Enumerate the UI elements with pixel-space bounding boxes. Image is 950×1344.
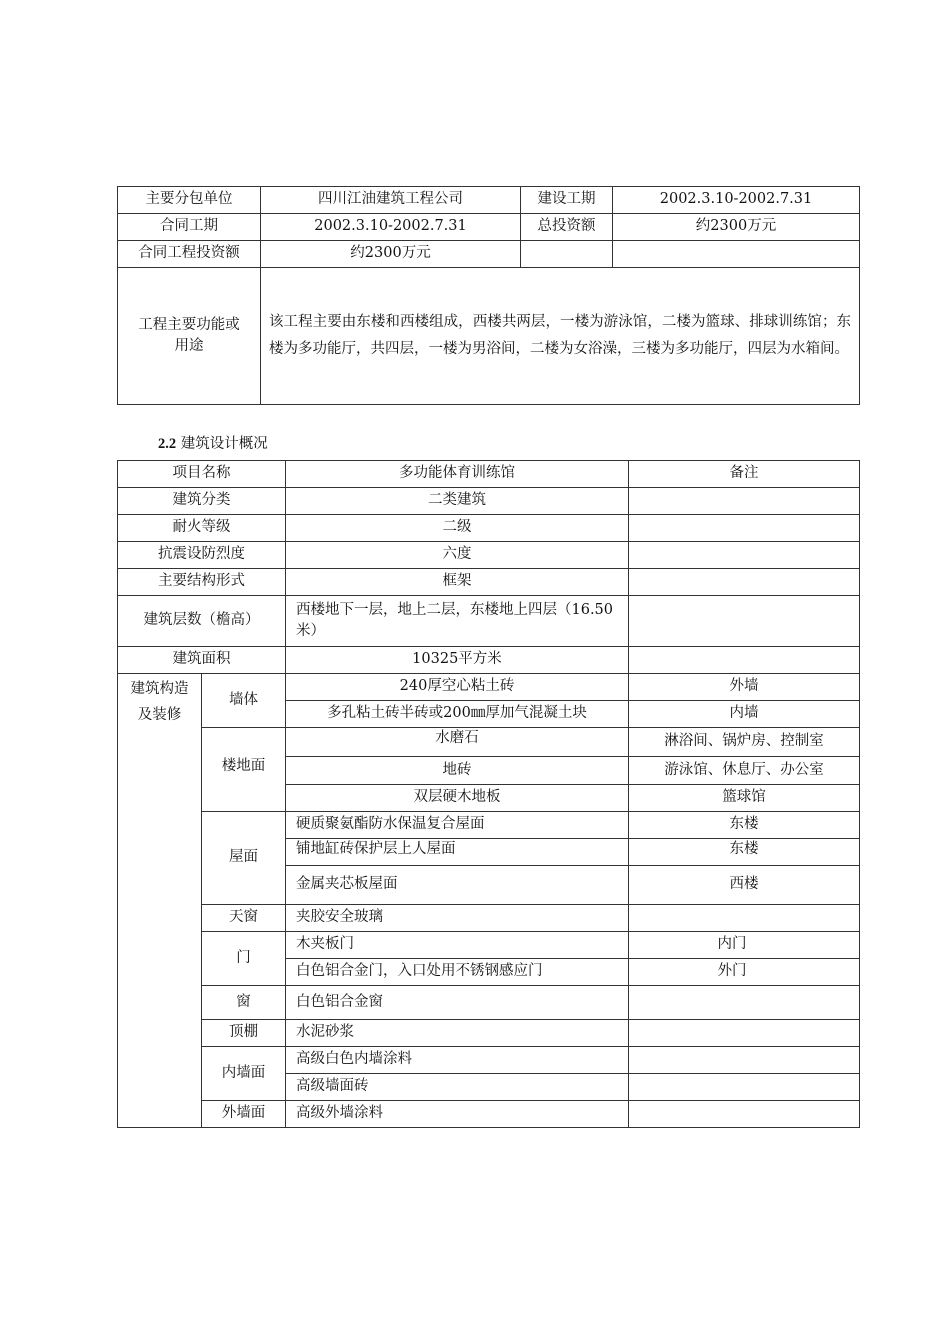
roof-value: 硬质聚氨酯防水保温复合屋面: [286, 812, 629, 839]
wall-value: 240厚空心粘土砖: [286, 674, 629, 701]
floor-note: 篮球馆: [629, 785, 860, 812]
wall-label: 墙体: [202, 674, 286, 728]
table-row: [118, 569, 860, 596]
subcontractor-label: 主要分包单位: [118, 187, 261, 214]
inner-wall-value: 高级墙面砖: [286, 1074, 629, 1101]
header-item: 项目名称: [118, 461, 286, 488]
roof-value: 铺地缸砖保护层上人屋面: [286, 839, 629, 866]
subcontractor-value: 四川江油建筑工程公司: [261, 187, 521, 214]
table-row: [118, 542, 860, 569]
table-row: [118, 905, 860, 932]
roof-note: 西楼: [629, 866, 860, 905]
door-note: 外门: [629, 959, 860, 986]
inner-wall-note: [629, 1047, 860, 1074]
table-row: [118, 728, 860, 757]
section-title: 建筑设计概况: [180, 436, 268, 452]
floor-value: 地砖: [286, 757, 629, 785]
row-note: [629, 647, 860, 674]
table-row: [118, 268, 860, 405]
floor-value: 水磨石: [286, 728, 629, 757]
roof-note: 东楼: [629, 839, 860, 866]
construction-period-label: 建设工期: [521, 187, 613, 214]
table-row: [118, 1047, 860, 1074]
row-value: 10325平方米: [286, 647, 629, 674]
row-value: 西楼地下一层，地上二层，东楼地上四层（16.50米）: [286, 596, 629, 647]
row-item: 建筑层数（檐高）: [118, 596, 286, 647]
outer-wall-value: 高级外墙涂料: [286, 1101, 629, 1128]
section-heading: [158, 432, 268, 453]
door-label: 门: [202, 932, 286, 986]
skylight-label: 天窗: [202, 905, 286, 932]
row-item: 建筑面积: [118, 647, 286, 674]
construction-label: 建筑构造及装修: [118, 674, 202, 1128]
table-row: [118, 187, 860, 214]
empty-cell: [613, 241, 860, 268]
wall-note: 内墙: [629, 701, 860, 728]
table-row: [118, 461, 860, 488]
design-table: [117, 460, 860, 1128]
row-note: [629, 515, 860, 542]
table-row: [118, 1020, 860, 1047]
row-value: 框架: [286, 569, 629, 596]
total-investment-label: 总投资额: [521, 214, 613, 241]
window-value: 白色铝合金窗: [286, 986, 629, 1020]
contract-investment-label: 合同工程投资额: [118, 241, 261, 268]
row-value: 二级: [286, 515, 629, 542]
floor-label: 楼地面: [202, 728, 286, 812]
row-item: 主要结构形式: [118, 569, 286, 596]
outer-wall-label: 外墙面: [202, 1101, 286, 1128]
door-note: 内门: [629, 932, 860, 959]
table-row: [118, 674, 860, 701]
window-label: 窗: [202, 986, 286, 1020]
section-number: 2.2: [158, 436, 177, 452]
door-value: 木夹板门: [286, 932, 629, 959]
contract-period-value: 2002.3.10-2002.7.31: [261, 214, 521, 241]
header-value: 多功能体育训练馆: [286, 461, 629, 488]
table-row: [118, 214, 860, 241]
row-note: [629, 569, 860, 596]
row-note: [629, 542, 860, 569]
table-row: [118, 515, 860, 542]
table-row: [118, 986, 860, 1020]
roof-note: 东楼: [629, 812, 860, 839]
project-info-table: [117, 186, 860, 405]
empty-cell: [521, 241, 613, 268]
inner-wall-value: 高级白色内墙涂料: [286, 1047, 629, 1074]
table-row: [118, 596, 860, 647]
main-function-label: 工程主要功能或用途: [118, 268, 261, 405]
inner-wall-label: 内墙面: [202, 1047, 286, 1101]
table-row: [118, 812, 860, 839]
table-row: [118, 647, 860, 674]
roof-value: 金属夹芯板屋面: [286, 866, 629, 905]
contract-investment-value: 约2300万元: [261, 241, 521, 268]
skylight-note: [629, 905, 860, 932]
wall-note: 外墙: [629, 674, 860, 701]
door-value: 白色铝合金门，入口处用不锈钢感应门: [286, 959, 629, 986]
ceiling-note: [629, 1020, 860, 1047]
table-row: [118, 488, 860, 515]
row-item: 建筑分类: [118, 488, 286, 515]
contract-period-label: 合同工期: [118, 214, 261, 241]
inner-wall-note: [629, 1074, 860, 1101]
skylight-value: 夹胶安全玻璃: [286, 905, 629, 932]
outer-wall-note: [629, 1101, 860, 1128]
table-row: [118, 932, 860, 959]
table-row: [118, 241, 860, 268]
floor-note: 淋浴间、锅炉房、控制室: [629, 728, 860, 757]
row-note: [629, 488, 860, 515]
row-value: 二类建筑: [286, 488, 629, 515]
row-item: 耐火等级: [118, 515, 286, 542]
ceiling-label: 顶棚: [202, 1020, 286, 1047]
floor-note: 游泳馆、休息厅、办公室: [629, 757, 860, 785]
window-note: [629, 986, 860, 1020]
wall-value: 多孔粘土砖半砖或200㎜厚加气混凝土块: [286, 701, 629, 728]
floor-value: 双层硬木地板: [286, 785, 629, 812]
row-value: 六度: [286, 542, 629, 569]
construction-period-value: 2002.3.10-2002.7.31: [613, 187, 860, 214]
roof-label: 屋面: [202, 812, 286, 905]
ceiling-value: 水泥砂浆: [286, 1020, 629, 1047]
main-function-value: 该工程主要由东楼和西楼组成，西楼共两层，一楼为游泳馆，二楼为篮球、排球训练馆；东楼为多功能厅，共四层，一楼为男浴间，二楼为女浴澡，三楼为多功能厅，四层为水箱间。: [261, 268, 860, 405]
total-investment-value: 约2300万元: [613, 214, 860, 241]
row-note: [629, 596, 860, 647]
header-note: 备注: [629, 461, 860, 488]
row-item: 抗震设防烈度: [118, 542, 286, 569]
table-row: [118, 1101, 860, 1128]
